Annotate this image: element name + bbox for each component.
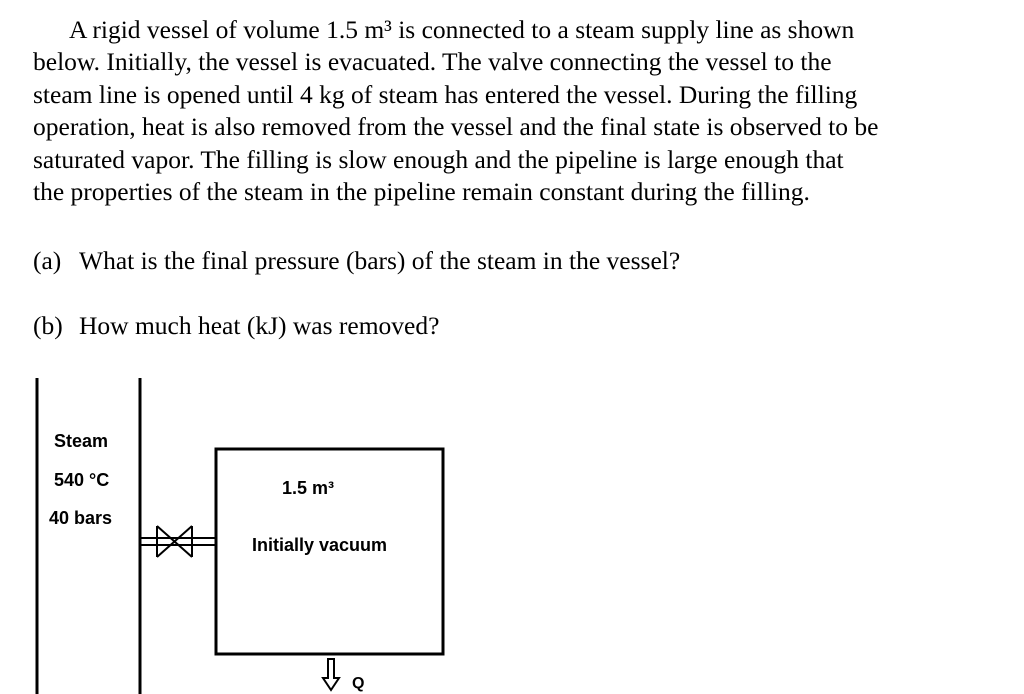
problem-line-5: saturated vapor. The filling is slow enough and the pipeline is large enough that bbox=[33, 144, 844, 174]
steam-pressure: 40 bars bbox=[49, 508, 113, 528]
heat-arrow-icon bbox=[323, 659, 339, 690]
question-b-text: How much heat (kJ) was removed? bbox=[79, 311, 440, 340]
question-a-text: What is the final pressure (bars) of the steam in the vessel? bbox=[79, 246, 681, 275]
question-b-label: (b) bbox=[33, 311, 63, 340]
problem-line-6: the properties of the steam in the pipeline remain constant during the filling. bbox=[33, 177, 810, 207]
steam-label: Steam bbox=[54, 431, 109, 451]
problem-line-2: below. Initially, the vessel is evacuated. The valve connecting the vessel to the bbox=[33, 47, 832, 77]
steam-temperature: 540 °C bbox=[54, 470, 110, 490]
vessel-state: Initially vacuum bbox=[252, 535, 388, 555]
problem-line-1: A rigid vessel of volume 1.5 m³ is connected to a steam supply line as shown bbox=[69, 15, 855, 44]
vessel-volume: 1.5 m³ bbox=[282, 478, 335, 498]
question-a-label: (a) bbox=[33, 246, 62, 275]
problem-line-4: operation, heat is also removed from the vessel and the final state is observed to be bbox=[33, 112, 879, 142]
problem-line-3: steam line is opened until 4 kg of steam has entered the vessel. During the filling bbox=[33, 79, 858, 109]
valve bbox=[140, 526, 215, 557]
heat-label: Q bbox=[352, 675, 365, 692]
